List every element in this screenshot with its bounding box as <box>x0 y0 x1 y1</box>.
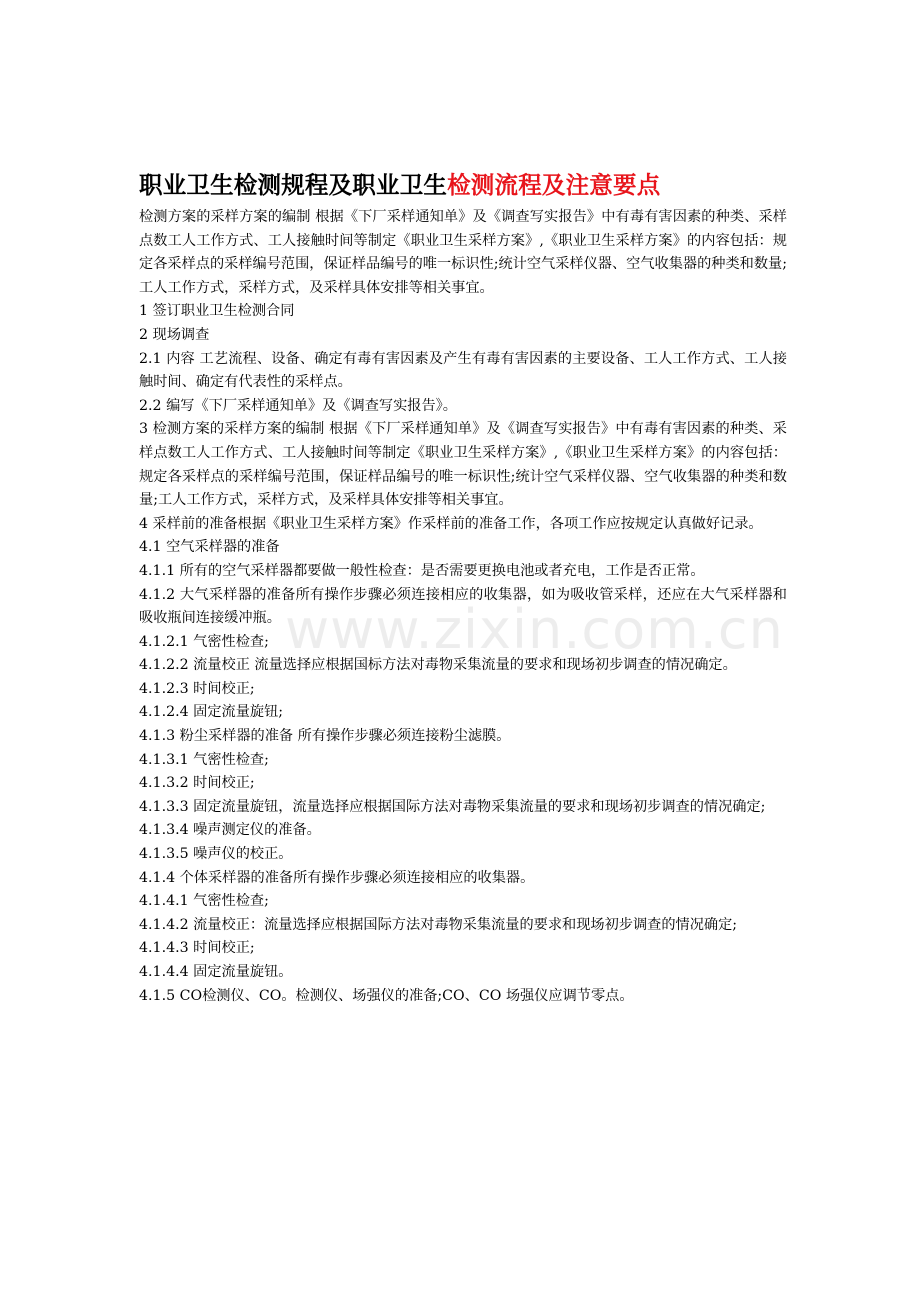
document-paragraph: 4.1.4 个体采样器的准备所有操作步骤必须连接相应的收集器。 <box>139 869 535 886</box>
document-title <box>139 166 787 204</box>
document-paragraph: 检测方案的采样方案的编制 根据《下厂采样通知单》及《调查写实报告》中有毒有害因素的种类、采样点数工人工作方式、工人接触时间等制定《职业卫生采样方案》,《职业卫生采样方案》的内容包括：规定各采样点的采样编号范围，保证样品编号的唯一标识性;统计空气采样仪器、空气收集器的种类和数量;工人工作方式，采样方式，及采样具体安排等相关事宜。 <box>139 209 788 296</box>
document-paragraph: 4.1.2.4 固定流量旋钮; <box>139 704 284 721</box>
document-body <box>139 206 787 1008</box>
document-paragraph: 4.1.3.4 噪声测定仪的准备。 <box>139 822 321 839</box>
document-paragraph: 4.1 空气采样器的准备 <box>139 539 280 556</box>
title-black-part: 职业卫生检测规程及职业卫生 <box>139 171 448 199</box>
document-paragraph: 2.2 编写《下厂采样通知单》及《调查写实报告》。 <box>139 397 457 414</box>
watermark: www.zixin.com.cn <box>285 598 784 661</box>
document-paragraph: 4.1.5 CO检测仪、CO。检测仪、场强仪的准备;CO、CO 场强仪应调节零点。 <box>139 987 634 1004</box>
document-paragraph: 4.1.4.3 时间校正; <box>139 940 255 957</box>
document-paragraph: 4.1.2 大气采样器的准备所有操作步骤必须连接相应的收集器，如为吸收管采样，还应在大气采样器和吸收瓶间连接缓冲瓶。 <box>139 586 787 627</box>
document-paragraph: 4.1.4.1 气密性检查; <box>139 893 269 910</box>
document-paragraph: 4.1.2.2 流量校正 流量选择应根据国标方法对毒物采集流量的要求和现场初步调查的情况确定。 <box>139 657 737 674</box>
document-paragraph: 3 检测方案的采样方案的编制 根据《下厂采样通知单》及《调查写实报告》中有毒有害因素的种类、采样点数工人工作方式、工人接触时间等制定《职业卫生采样方案》,《职业卫生采样方案》的内容包括：规定各采样点的采样编号范围，保证样品编号的唯一标识性;统计空气采样仪器、空气收集器的种类和数量;工人工作方式，采样方式，及采样具体安排等相关事宜。 <box>139 421 787 509</box>
document-paragraph: 4.1.4.4 固定流量旋钮。 <box>139 964 293 980</box>
document-paragraph: 4.1.1 所有的空气采样器都要做一般性检查：是否需要更换电池或者充电，工作是否正常。 <box>139 562 705 579</box>
document-paragraph: 4.1.2.1 气密性检查; <box>139 633 269 650</box>
document-paragraph: 4.1.3.5 噪声仪的校正。 <box>139 846 293 863</box>
document-paragraph: 1 签订职业卫生检测合同 <box>139 303 295 320</box>
document-paragraph: 4.1.3.3 固定流量旋钮，流量选择应根据国际方法对毒物采集流量的要求和现场初步调查的情况确定; <box>139 798 766 815</box>
document-paragraph: 4.1.3 粉尘采样器的准备 所有操作步骤必须连接粉尘滤膜。 <box>139 728 511 745</box>
document-paragraph: 4 采样前的准备根据《职业卫生采样方案》作采样前的准备工作，各项工作应按规定认真做好记录。 <box>139 515 763 532</box>
document-paragraph: 4.1.2.3 时间校正; <box>139 680 255 697</box>
title-red-part: 检测流程及注意要点 <box>447 171 661 199</box>
document-paragraph: 2.1 内容 工艺流程、设备、确定有毒有害因素及产生有毒有害因素的主要设备、工人工作方式、工人接触时间、确定有代表性的采样点。 <box>139 350 787 391</box>
document-paragraph: 4.1.3.2 时间校正; <box>139 775 255 792</box>
document-paragraph: 4.1.4.2 流量校正：流量选择应根据国际方法对毒物采集流量的要求和现场初步调查的情况确定; <box>139 916 738 933</box>
document-paragraph: 2 现场调查 <box>139 326 210 343</box>
document-paragraph: 4.1.3.1 气密性检查; <box>139 751 269 768</box>
document-page <box>139 166 787 1008</box>
